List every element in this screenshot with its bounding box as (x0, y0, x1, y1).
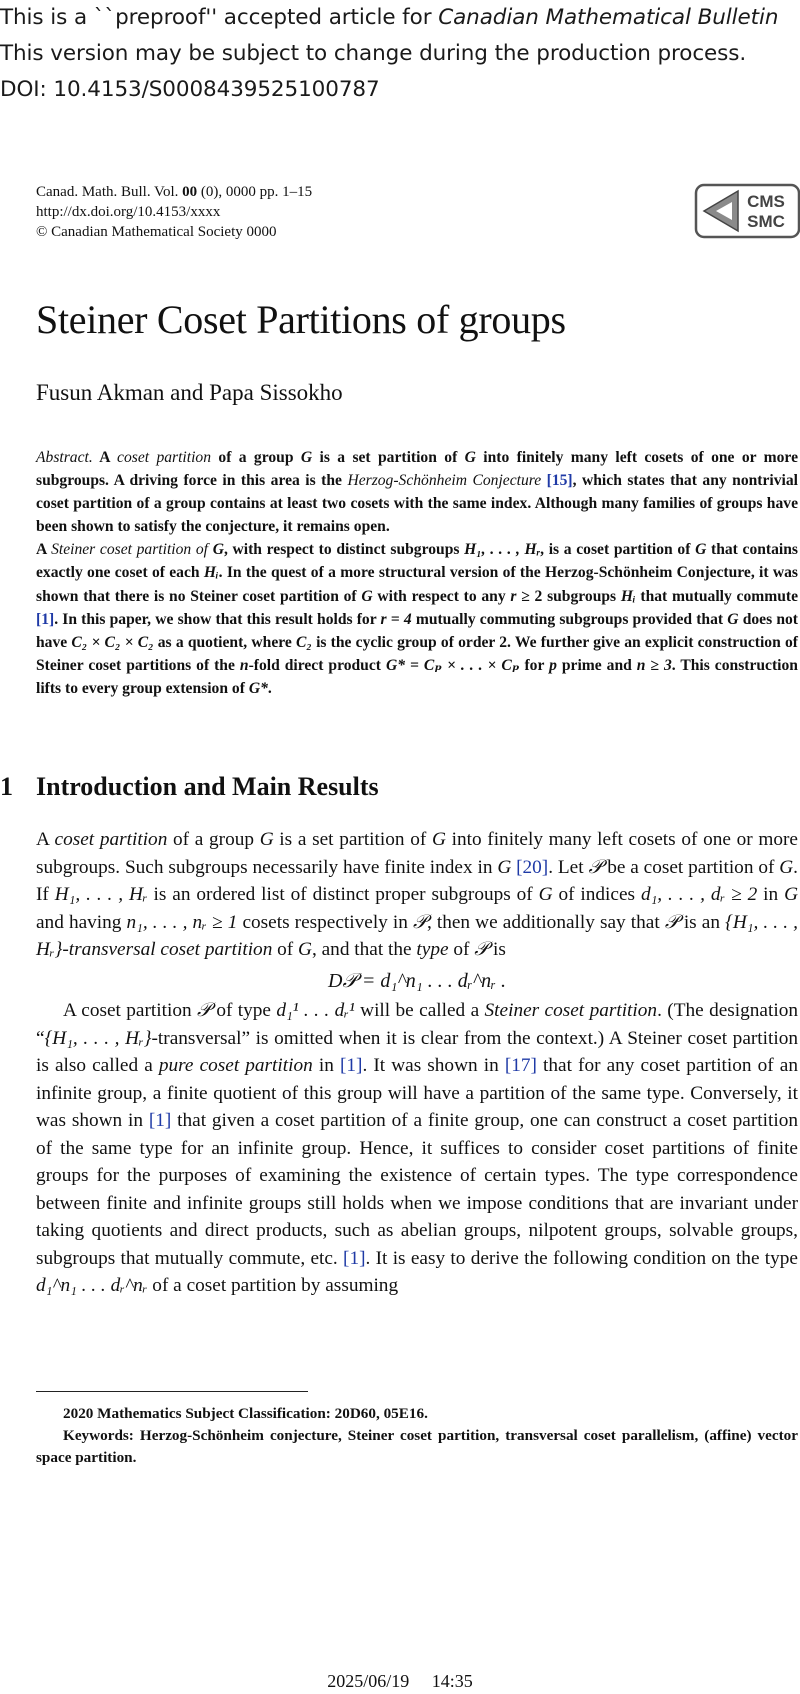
footnotes (36, 1403, 798, 1469)
citation-link[interactable]: [1] (148, 1110, 172, 1131)
cms-smc-logo (694, 183, 800, 239)
doi-url: http://dx.doi.org/10.4153/xxxx (36, 204, 221, 220)
logo-text-cms: CMS (747, 192, 785, 211)
timestamp: 2025/06/19 14:35 (327, 1671, 473, 1691)
intro-paragraph-1: A coset partition of a group G is a set partition of G into finitely many left cosets of one or more subgroups. Such subgroups necessarily have finite index in G [20]. Let 𝒫 be a coset partition of G. If H₁, . . . , Hᵣ is an ordered list of distinct proper subgroups of G of indices d₁, . . . , dᵣ ≥ 2 in G and having n₁, . . . , nᵣ ≥ 1 cosets respectively in 𝒫, then we additionally say that 𝒫 is an {H₁, . . . , Hᵣ}-transversal coset partition of G, and that the type of 𝒫 is (36, 829, 799, 960)
footnote-divider (36, 1391, 308, 1392)
citation-link[interactable]: [1] (339, 1055, 363, 1076)
journal-meta (36, 182, 312, 242)
citation-link[interactable]: [1] (36, 610, 55, 628)
type-formula: D𝒫 = d₁^n₁ . . . dᵣ^nᵣ . (328, 969, 506, 992)
intro-paragraph-2: A coset partition 𝒫 of type d₁¹ . . . dᵣ¹ will be called a Steiner coset partition. (The designation “{H₁, . . . , Hᵣ}-transversal” is omitted when it is clear from the context.) A Steiner coset partition is also called a pure coset partition in [1]. It was shown in [17] that for any coset partition of an infinite group, a finite quotient of this group will have a partition of the same type. Conversely, it was shown in [1] that given a coset partition of a finite group, one can construct a coset partition of the same type for an infinite group. Hence, it suffices to consider coset partitions of finite groups for the purposes of examining the existence of certain types. The type correspondence between finite and infinite groups still holds when we impose conditions that are invariant under taking quotients and direct products, such as abelian groups, nilpotent groups, solvable groups, subgroups that mutually commute, etc. [1]. It is easy to derive the following condition on the type d₁^n₁ . . . dᵣ^nᵣ of a coset partition by assuming (36, 1000, 799, 1296)
citation-link[interactable]: [20] (516, 856, 549, 878)
preproof-banner (0, 0, 800, 108)
preproof-line-2: This version may be subject to change during the production process. (0, 41, 747, 66)
preproof-line-1: This is a ``preproof'' accepted article for Canadian Mathematical Bulletin (0, 5, 779, 30)
section-heading (0, 772, 379, 802)
introduction-body (36, 826, 798, 1300)
logo-text-smc: SMC (747, 212, 785, 231)
abstract (36, 446, 798, 700)
abstract-paragraph-1: Abstract. A coset partition of a group G is a set partition of G into finitely many left cosets of one or more subgroups. A driving force in this area is the Herzog-Schönheim Conjecture [15], which states that any nontrivial coset partition of a group contains at least two cosets with the same index. Although many families of groups have been shown to satisfy the conjecture, it remains open. (36, 449, 798, 536)
paper-authors: Fusun Akman and Papa Sissokho (36, 380, 343, 405)
citation-link[interactable]: [17] (504, 1055, 537, 1076)
section-number: 1 (0, 772, 13, 801)
paper-title: Steiner Coset Partitions of groups (36, 297, 566, 342)
citation-link[interactable]: [15] (546, 472, 573, 490)
abstract-paragraph-2: A Steiner coset partition of G, with respect to distinct subgroups H₁, . . . , Hᵣ, is a coset partition of G that contains exactly one coset of each Hᵢ. In the quest of a more structural version of the Herzog-Schönheim Conjecture, it was shown that there is no Steiner coset partition of G with respect to any r ≥ 2 subgroups Hᵢ that mutually commute [1]. In this paper, we show that this result holds for r = 4 mutually commuting subgroups provided that G does not have C₂ × C₂ × C₂ as a quotient, where C₂ is the cyclic group of order 2. We further give an explicit construction of Steiner coset partitions of the n-fold direct product G* = Cₚ × . . . × Cₚ for p prime and n ≥ 3. This construction lifts to every group extension of G*. (36, 541, 799, 697)
journal-name: Canadian Mathematical Bulletin (438, 5, 779, 30)
keywords: Keywords: Herzog-Schönheim conjecture, Steiner coset partition, transversal coset parallelism, (affine) vector space partition. (36, 1427, 798, 1466)
abstract-label: Abstract. (36, 449, 93, 466)
msc-classification: 2020 Mathematics Subject Classification: 20D60, 05E16. (63, 1405, 428, 1422)
citation-link[interactable]: [1] (343, 1247, 366, 1269)
section-title: Introduction and Main Results (36, 772, 379, 801)
doi-line: DOI: 10.4153/S0008439525100787 (0, 77, 380, 102)
citation-line: Canad. Math. Bull. Vol. 00 (0), 0000 pp. 1–15 (36, 184, 313, 200)
copyright: © Canadian Mathematical Society 0000 (36, 224, 277, 240)
